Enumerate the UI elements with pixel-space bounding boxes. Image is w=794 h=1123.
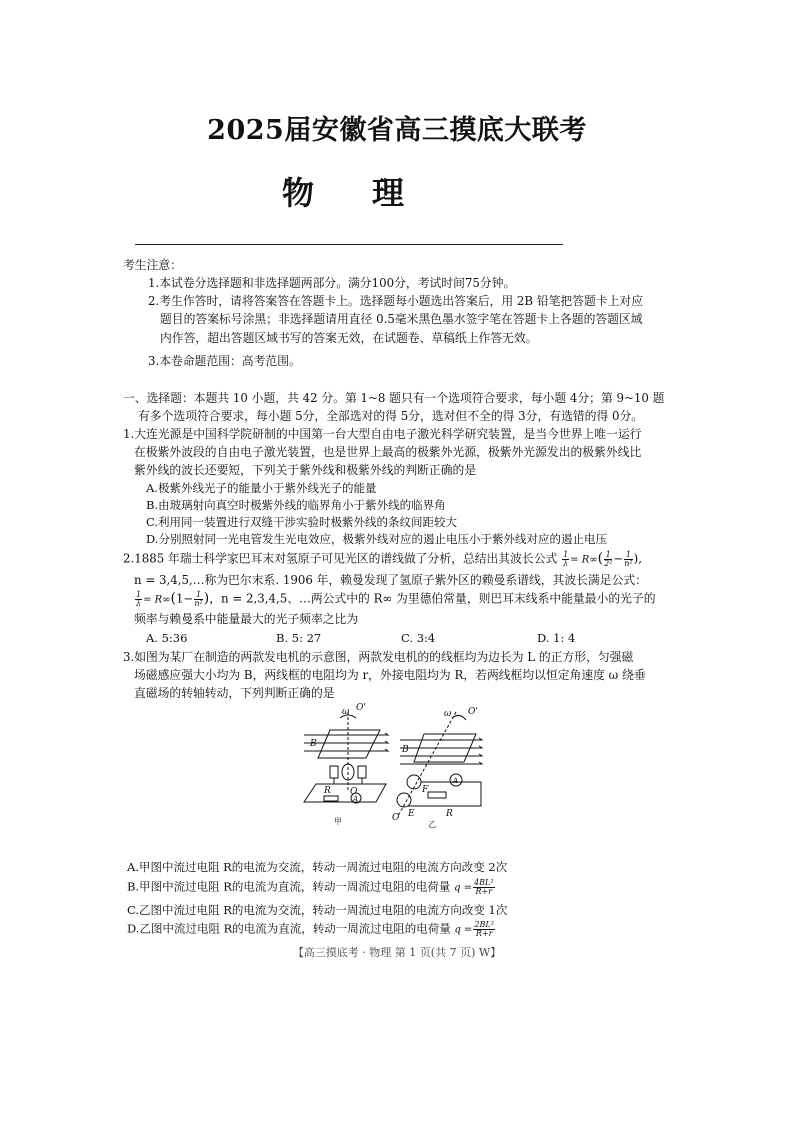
q1-option-d: D.分别照射同一光电管发生光电效应，极紫外线对应的遏止电压小于紫外线对应的遏止电压 (146, 532, 607, 546)
fig-omega-yi: ω (444, 709, 452, 719)
q3-option-b-den: R+r (475, 887, 493, 896)
q3-stem-1: 3.如图为某厂在制造的两款发电机的示意图，两款发电机的的线框均为边长为 L 的正方形，匀强磁 (123, 650, 634, 664)
fig-e-yi: E (408, 809, 415, 819)
q3-option-a: A.甲图中流过电阻 R的电流为交流，转动一周流过电阻的电流方向改变 2次 (127, 860, 508, 874)
fig-yi-label: 乙 (428, 820, 436, 829)
q2-formula-1-end: ), (633, 551, 642, 566)
notice-item-2-cont2: 内作答，超出答题区域书写的答案无效，在试题卷、草稿纸上作答无效。 (160, 331, 538, 345)
fig-jia-label: 甲 (334, 817, 342, 826)
fig-oprime-yi: O' (468, 707, 478, 717)
q3-option-b-text: B.甲图中流过电阻 R的电流为直流，转动一周流过电阻的电荷量 (127, 879, 451, 894)
q2-option-c: C. 3:4 (401, 631, 436, 645)
fig-o-jia: O (350, 787, 358, 797)
q2-formula-2: = R∞ (143, 594, 171, 606)
fig-f-yi: F (422, 785, 429, 795)
q3-stem-3: 直磁场的转轴转动，下列判断正确的是 (134, 686, 335, 700)
q3-option-d-text: D.乙图中流过电阻 R的电流为直流，转动一周流过电阻的电荷量 (127, 921, 451, 936)
q1-stem-1: 1.大连光源是中国科学院研制的中国第一台大型自由电子激光科学研究装置，是当今世界上唯一运行 (123, 427, 642, 441)
fig-omega-jia: ω (342, 707, 350, 717)
notice-item-3: 3.本卷命题范围：高考范围。 (148, 354, 301, 368)
q3-option-b-q: q = (454, 882, 473, 894)
notice-item-2-cont: 题目的答案标号涂黑；非选择题请用直径 0.5毫米黑色墨水签字笔在答题卡上各题的答题区域 (160, 312, 643, 326)
title-divider (135, 244, 563, 245)
q1-option-c: C.利用同一装置进行双缝干涉实验时极紫外线的条纹间距较大 (146, 515, 458, 529)
q2-option-a: A. 5:36 (146, 631, 188, 645)
fig-r-jia: R (324, 786, 331, 796)
notice-item-2: 2.考生作答时，请将答案答在答题卡上。选择题每小题选出答案后，用 2B 铅笔把答题卡上对应 (148, 294, 644, 308)
q2-stem-1-text: 2.1885 年瑞士科学家巴耳末对氢原子可见光区的谱线做了分析，总结出其波长公式 (123, 551, 558, 566)
section-1-intro-cont: 有多个选项符合要求，每小题 5分，全部选对的得 5分，选对但不全的得 3分，有选错的得 0分。 (138, 409, 644, 423)
subject-title: 物理 (282, 174, 463, 212)
q1-stem-2: 在极紫外波段的自由电子激光装置，也是世界上最高的极紫外光源，极紫外光源发出的极紫外线比 (134, 445, 642, 459)
q2-formula-inv-lambda: $\frac{1}{\lambda}$ (563, 550, 569, 568)
q3-option-c: C.乙图中流过电阻 R的电流为交流，转动一周流过电阻的电流方向改变 1次 (127, 903, 508, 917)
q3-option-d (127, 921, 496, 938)
q3-option-d-den: R+r (475, 929, 493, 938)
fig-o-yi: O (392, 813, 400, 823)
q2-option-b: B. 5: 27 (276, 631, 322, 645)
q2-option-d: D. 1: 4 (537, 631, 576, 645)
q1-stem-3: 紫外线的波长还要短，下列关于紫外线和极紫外线的判断正确的是 (134, 463, 477, 477)
figure-jia (304, 712, 388, 803)
fig-a-yi: A (453, 777, 459, 785)
fig-r-yi: R (446, 809, 453, 819)
q2-formula-inv-lambda-2: $\frac{1}{\lambda}$ (136, 590, 142, 608)
notice-heading: 考生注意： (123, 258, 182, 272)
fig-b-yi: B (402, 745, 409, 755)
q2-formula-1: = R∞ (570, 554, 598, 566)
exam-title: 2025届安徽省高三摸底大联考 (207, 115, 587, 146)
q2-stem-4: 频率与赖曼系中能量最大的光子频率之比为 (134, 612, 359, 626)
q2-stem-2: n = 3,4,5,…称为巴尔末系. 1906 年，赖曼发现了氢原子紫外区的赖曼系谱线，其波长满足公式： (134, 573, 647, 587)
q2-stem-3: $\frac{1}{\lambda}$ = R∞(1− $\frac{1}{\text{n²}}$ )，n = 2,3,4,5、…两公式中的 R∞ 为里德伯常量，则巴耳末线系中能量最小的光子的 (136, 590, 656, 608)
q3-option-d-num: 2BL² (474, 920, 494, 929)
q3-stem-2: 场磁感应强大小均为 B，两线框的电阻均为 r，外接电阻均为 R，若两线框均以恒定角速度 ω 绕垂 (134, 668, 646, 682)
q1-option-a: A.极紫外线光子的能量小于紫外线光子的能量 (146, 481, 377, 495)
page-footer: 【高三摸底考 · 物理 第 1 页(共 7 页) W】 (292, 946, 502, 959)
fig-a-jia: A (353, 795, 359, 803)
generator-figure (296, 700, 496, 830)
q1-option-b: B.由玻璃射向真空时极紫外线的临界角小于紫外线的临界角 (146, 498, 446, 512)
q2-stem-3-text: ，n = 2,3,4,5、…两公式中的 R∞ 为里德伯常量，则巴耳末线系中能量最小的光子的 (209, 591, 656, 606)
q3-option-b (127, 879, 496, 896)
notice-item-1: 1.本试卷分选择题和非选择题两部分。满分100分，考试时间75分钟。 (148, 276, 516, 290)
figure-yi (397, 712, 482, 816)
fig-oprime-jia: O' (356, 703, 366, 713)
section-1-intro: 一、选择题：本题共 10 小题，共 42 分。第 1~8 题只有一个选项符合要求，每小题 4分；第 9~10 题 (123, 391, 665, 405)
q2-stem-1: 2.1885 年瑞士科学家巴耳末对氢原子可见光区的谱线做了分析，总结出其波长公式 $\frac{1}{\lambda}$ = R∞( $\frac{1}{\text{2²}}$ − $\frac{1}{\text{n²}}$ ), (123, 550, 642, 568)
q3-option-b-num: 4BL² (474, 878, 494, 887)
q3-option-d-q: q = (454, 924, 473, 936)
fig-b-jia: B (310, 739, 317, 749)
